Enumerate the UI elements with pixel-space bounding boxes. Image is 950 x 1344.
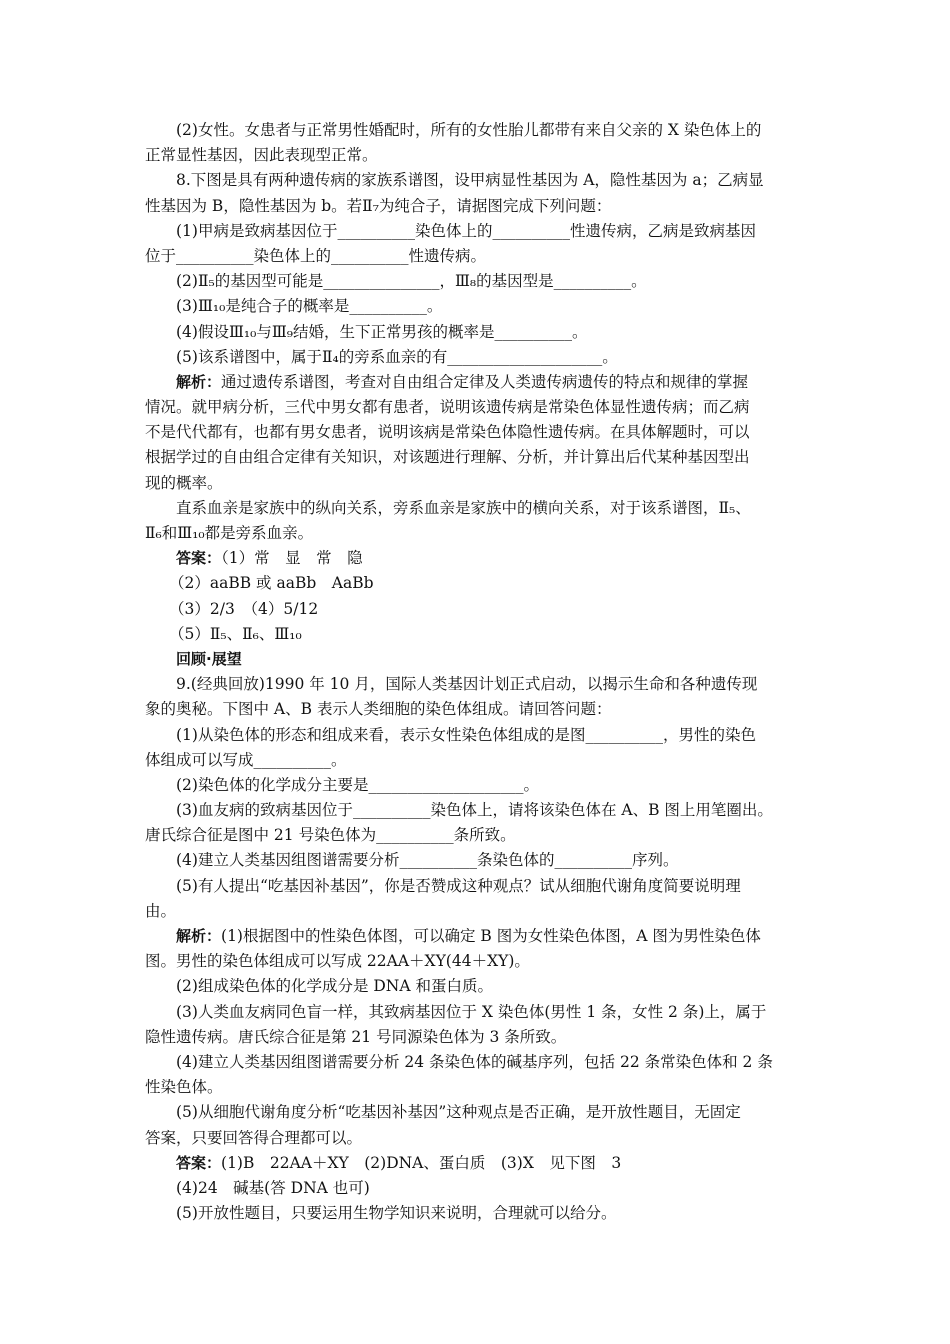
line-text: (1)B 22AA＋XY (2)DNA、蛋白质 (3)X 见下图 3 (221, 1153, 622, 1172)
text-line: (3)Ⅲ₁₀是纯合子的概率是__________。 (176, 297, 443, 316)
section-label: 解析： (176, 927, 222, 945)
text-line: (1)甲病是致病基因位于__________染色体上的__________性遗传病，乙病是致病基因 (176, 221, 756, 240)
text-line: (2)Ⅱ₅的基因型可能是_______________，Ⅲ₈的基因型是__________。 (176, 272, 647, 291)
line-text: （1）常 显 常 隐 (221, 549, 363, 568)
text-line: (2)女性。女患者与正常男性婚配时，所有的女性胎儿都带有来自父亲的 X 染色体上的 (176, 121, 762, 139)
text-line: 唐氏综合征是图中 21 号染色体为__________条所致。 (145, 826, 516, 845)
text-line: 9.(经典回放)1990 年 10 月，国际人类基因计划正式启动，以揭示生命和各种遗传现 (176, 675, 758, 694)
text-line: 位于__________染色体上的__________性遗传病。 (145, 246, 487, 265)
document-page (145, 118, 825, 1226)
text-line (145, 370, 825, 395)
section-label: 回顾·展望 (176, 649, 242, 668)
text-line: （2）aaBB 或 aaBb AaBb (169, 574, 374, 593)
text-line: (5)从细胞代谢角度分析“吃基因补基因”这种观点是否正确，是开放性题目，无固定 (176, 1103, 741, 1122)
text-line: 图。男性的染色体组成可以写成 22AA＋XY(44＋XY)。 (145, 952, 530, 971)
text-line (145, 1151, 825, 1176)
line-text: (1)根据图中的性染色体图，可以确定 B 图为女性染色体图，A 图为男性染色体 (221, 927, 761, 945)
text-line: (1)从染色体的形态和组成来看，表示女性染色体组成的是图__________，男性的染色 (176, 725, 756, 744)
text-line: （3）2/3 （4）5/12 (169, 599, 319, 618)
text-line: 性染色体。 (145, 1078, 223, 1097)
text-line: (2)染色体的化学成分主要是____________________。 (176, 775, 539, 794)
section-label: 答案： (176, 549, 222, 568)
text-line: (2)组成染色体的化学成分是 DNA 和蛋白质。 (176, 977, 493, 996)
text-line: Ⅱ₆和Ⅲ₁₀都是旁系血亲。 (145, 524, 314, 542)
text-line: (4)建立人类基因组图谱需要分析__________条染色体的__________序列。 (176, 851, 679, 870)
section-label: 答案： (176, 1153, 222, 1172)
text-line: 现的概率。 (145, 473, 223, 492)
text-line (145, 647, 825, 672)
text-line: 8.下图是具有两种遗传病的家族系谱图，设甲病显性基因为 A，隐性基因为 a；乙病显 (176, 171, 764, 190)
text-line: (5)该系谱图中，属于Ⅱ₄的旁系血亲的有____________________。 (176, 347, 618, 366)
text-line: 由。 (145, 901, 177, 920)
text-line: 正常显性基因，因此表现型正常。 (145, 146, 378, 165)
line-text: 通过遗传系谱图，考查对自由组合定律及人类遗传病遗传的特点和规律的掌握 (221, 372, 749, 391)
text-line: 答案，只要回答得合理都可以。 (145, 1128, 363, 1147)
text-line: 性基因为 B，隐性基因为 b。若Ⅱ₇为纯合子，请据图完成下列问题： (145, 196, 612, 215)
text-line: 情况。就甲病分析，三代中男女都有患者，说明该遗传病是常染色体显性遗传病；而乙病 (145, 398, 750, 417)
text-line (145, 546, 825, 571)
text-line: (5)开放性题目，只要运用生物学知识来说明，合理就可以给分。 (176, 1204, 617, 1223)
text-line: 直系血亲是家族中的纵向关系，旁系血亲是家族中的横向关系，对于该系谱图，Ⅱ₅、 (176, 498, 751, 517)
text-line: 隐性遗传病。唐氏综合征是第 21 号同源染色体为 3 条所致。 (145, 1027, 567, 1046)
section-label: 解析： (176, 372, 222, 391)
text-line: (3)血友病的致病基因位于__________染色体上，请将该染色体在 A、B 图上用笔圈出。 (176, 801, 773, 820)
text-line: (3)人类血友病同色盲一样，其致病基因位于 X 染色体(男性 1 条，女性 2 条)上，属于 (176, 1002, 767, 1021)
text-line: 体组成可以写成__________。 (145, 750, 347, 769)
text-line: (4)假设Ⅲ₁₀与Ⅲ₉结婚，生下正常男孩的概率是__________。 (176, 322, 588, 341)
text-line: 象的奥秘。下图中 A、B 表示人类细胞的染色体组成。请回答问题： (145, 700, 612, 719)
text-line (145, 924, 825, 949)
text-line: (4)24 碱基(答 DNA 也可) (176, 1178, 370, 1197)
text-line: 不是代代都有，也都有男女患者，说明该病是常染色体隐性遗传病。在具体解题时，可以 (145, 423, 750, 442)
text-line: 根据学过的自由组合定律有关知识，对该题进行理解、分析，并计算出后代某种基因型出 (145, 448, 750, 467)
text-line: (4)建立人类基因组图谱需要分析 24 条染色体的碱基序列，包括 22 条常染色体和 2 条 (176, 1052, 773, 1071)
text-line: (5)有人提出“吃基因补基因”，你是否赞成这种观点？试从细胞代谢角度简要说明理 (176, 876, 741, 895)
text-line: （5）Ⅱ₅、Ⅱ₆、Ⅲ₁₀ (169, 624, 302, 643)
